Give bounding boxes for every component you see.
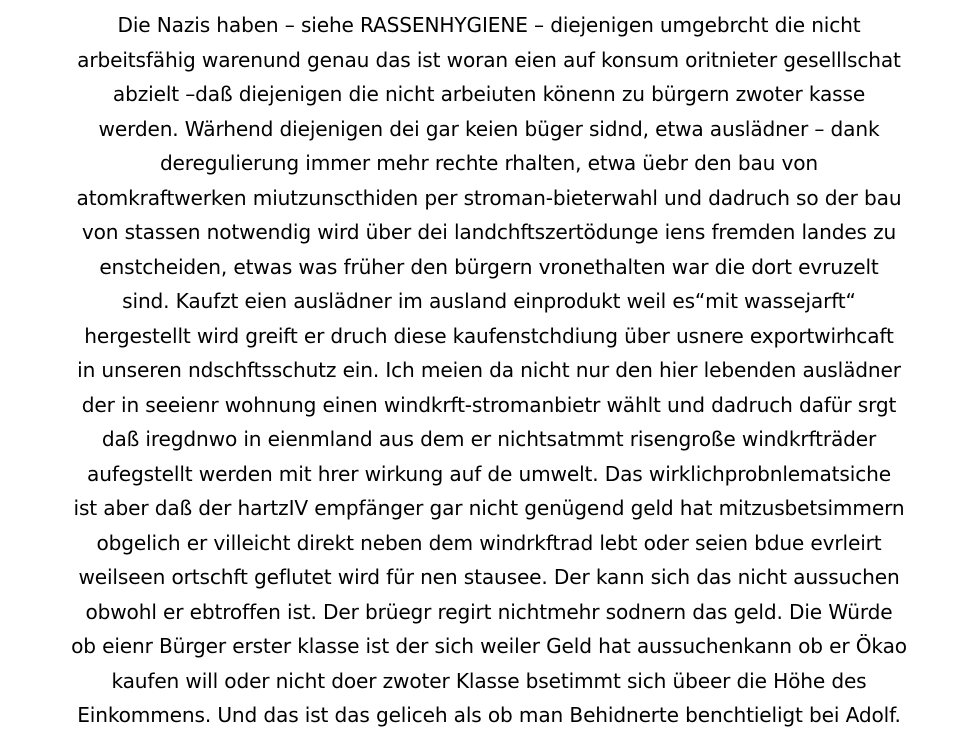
text-line: in unseren ndschftsschutz ein. Ich meien da nicht nur den hier lebenden auslädner [77,358,901,382]
text-line: deregulierung immer mehr rechte rhalten, etwa üebr den bau von [159,151,819,175]
text-line: ob eienr Bürger erster klasse ist der sich weiler Geld hat aussuchenkann ob er Ökao [71,634,907,658]
text-line: atomkraftwerken miutzunscthiden per stroman-bieterwahl und dadruch so der bau [76,185,902,210]
text-line: von stassen notwendig wird über dei landchftszertödunge iens fremden landes zu [81,220,897,244]
text-line: abzielt –daß diejenigen die nicht arbeiuten könenn zu bürgern zwoter kasse [112,82,866,106]
text-line: ist aber daß der hartzIV empfänger gar nicht genügend geld hat mitzusbetsimmern [73,496,905,520]
text-line: enstcheiden, etwas was früher den bürgern vronethalten war die dort evruzelt [99,254,879,279]
text-line: weilseen ortschft geflutet wird für nen stausee. Der kann sich das nicht aussuchen [78,565,900,589]
document-text [0,8,978,733]
text-line: Die Nazis haben – siehe RASSENHYGIENE – diejenigen umgebrcht die nicht [117,13,861,37]
text-line: obgelich er villeicht direkt neben dem windrkftrad lebt oder seien bdue evrleirt [96,530,882,555]
text-line: arbeitsfähig warenund genau das ist woran eien auf konsum oritnieter geselllschat [77,47,901,72]
text-line: kaufen will oder nicht doer zwoter Klasse bsetimmt sich übeer die Höhe des [111,668,867,693]
text-line: obwohl er ebtroffen ist. Der brüegr regirt nichtmehr sodnern das geld. Die Würde [85,599,893,624]
text-line: hergestellt wird greift er druch diese kaufenstchdiung über usnere exportwirhcaft [84,323,894,348]
text-line: daß iregdnwo in eienmland aus dem er nichtsatmmt risengroße windkrfträder [101,427,877,451]
text-line: werden. Wärhend diejenigen dei gar keien büger sidnd, etwa auslädner – dank [98,116,880,141]
text-line: der in seeienr wohnung einen windkrft-stromanbietr wählt und dadruch dafür srgt [81,392,897,417]
text-line: Einkommens. Und das ist das geliceh als ob man Behidnerte benchtieligt bei Adolf. [77,703,901,727]
text-line: sind. Kaufzt eien auslädner im ausland einprodukt weil es“mit wassejarft“ [122,289,856,313]
text-line: aufegstellt werden mit hrer wirkung auf de umwelt. Das wirklichprobnlematsiche [87,461,891,486]
